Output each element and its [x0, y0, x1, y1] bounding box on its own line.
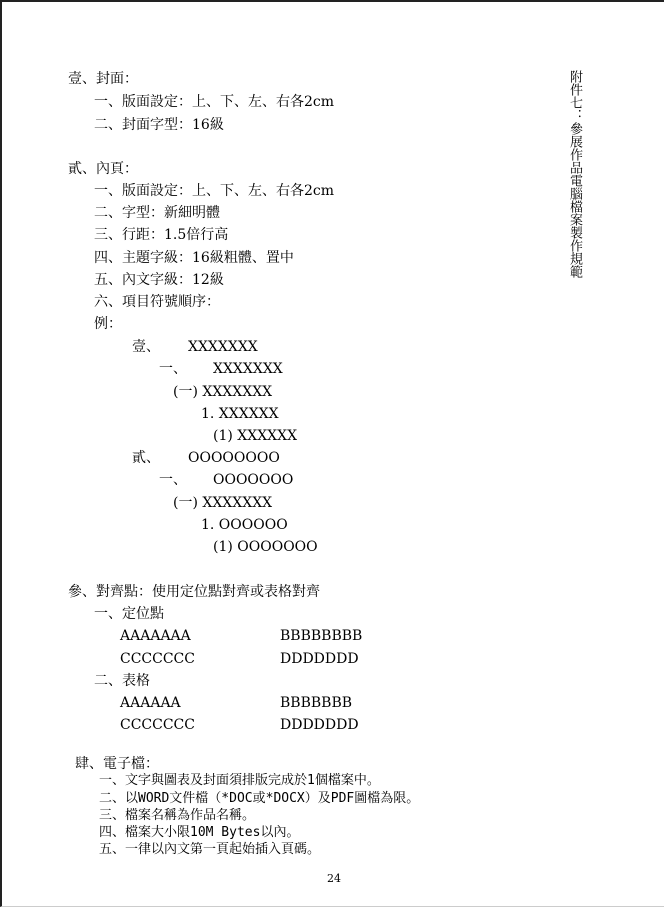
example-2-text: XXXXXXX — [213, 361, 283, 377]
page-number: 24 — [327, 872, 341, 885]
example-4-text: 1. XXXXXX — [201, 406, 279, 422]
example-2-label: 一、 — [159, 361, 187, 377]
table-row-1-col-2: BBBBBBB — [280, 695, 353, 711]
example-1-label: 壹、 — [132, 339, 160, 355]
section2-item-7: 例： — [94, 316, 122, 332]
section1-item-2: 二、封面字型：16級 — [94, 117, 224, 133]
section4-item-2: 二、以WORD文件檔（*DOC或*DOCX）及PDF圖檔為限。 — [99, 791, 420, 806]
example-10-text: (1) OOOOOOO — [213, 539, 318, 555]
section4-item-3: 三、檔案名稱為作品名稱。 — [99, 808, 256, 823]
table-row-2-col-1: CCCCCCC — [120, 717, 195, 733]
example-1-text: XXXXXXX — [188, 339, 258, 355]
example-7-label: 一、 — [159, 472, 187, 488]
section3-sub2: 二、表格 — [94, 673, 150, 689]
section1-heading: 壹、封面： — [68, 71, 138, 87]
tab-row-1-col-2: BBBBBBBB — [280, 628, 363, 644]
example-8-text: (一) XXXXXXX — [173, 495, 273, 511]
example-5-text: (1) XXXXXX — [213, 428, 298, 444]
section3-heading: 參、對齊點：使用定位點對齊或表格對齊 — [68, 584, 320, 600]
section2-item-3: 三、行距：1.5倍行高 — [94, 227, 229, 243]
section3-sub1: 一、定位點 — [94, 606, 164, 622]
example-7-text: OOOOOOO — [213, 472, 294, 488]
section4-item-1: 一、文字與圖表及封面須排版完成於1個檔案中。 — [99, 773, 380, 788]
section4-item-5: 五、一律以內文第一頁起始插入頁碼。 — [99, 842, 321, 857]
section2-item-1: 一、版面設定：上、下、左、右各2cm — [94, 183, 335, 199]
example-6-text: OOOOOOOO — [188, 450, 280, 466]
section4-item-4: 四、檔案大小限10M Bytes以內。 — [99, 825, 300, 840]
tab-row-1-col-1: AAAAAAA — [120, 628, 191, 644]
section2-heading: 貳、內頁： — [68, 161, 138, 177]
tab-row-2-col-1: CCCCCCC — [120, 651, 195, 667]
section2-item-4: 四、主題字級：16級粗體、置中 — [94, 250, 294, 266]
side-title: 附件七：參展作品電腦檔案製作規範 — [567, 70, 582, 278]
section4-heading: 肆、電子檔： — [75, 756, 159, 772]
section2-item-2: 二、字型：新細明體 — [94, 205, 220, 221]
section2-item-6: 六、項目符號順序： — [94, 294, 220, 310]
section2-item-5: 五、內文字級：12級 — [94, 272, 224, 288]
example-3-text: (一) XXXXXXX — [173, 384, 273, 400]
example-6-label: 貳、 — [132, 450, 160, 466]
table-row-1-col-1: AAAAAA — [120, 695, 181, 711]
table-row-2-col-2: DDDDDDD — [280, 717, 359, 733]
section1-item-1: 一、版面設定：上、下、左、右各2cm — [94, 94, 335, 110]
example-9-text: 1. OOOOOO — [201, 517, 288, 533]
tab-row-2-col-2: DDDDDDD — [280, 651, 359, 667]
